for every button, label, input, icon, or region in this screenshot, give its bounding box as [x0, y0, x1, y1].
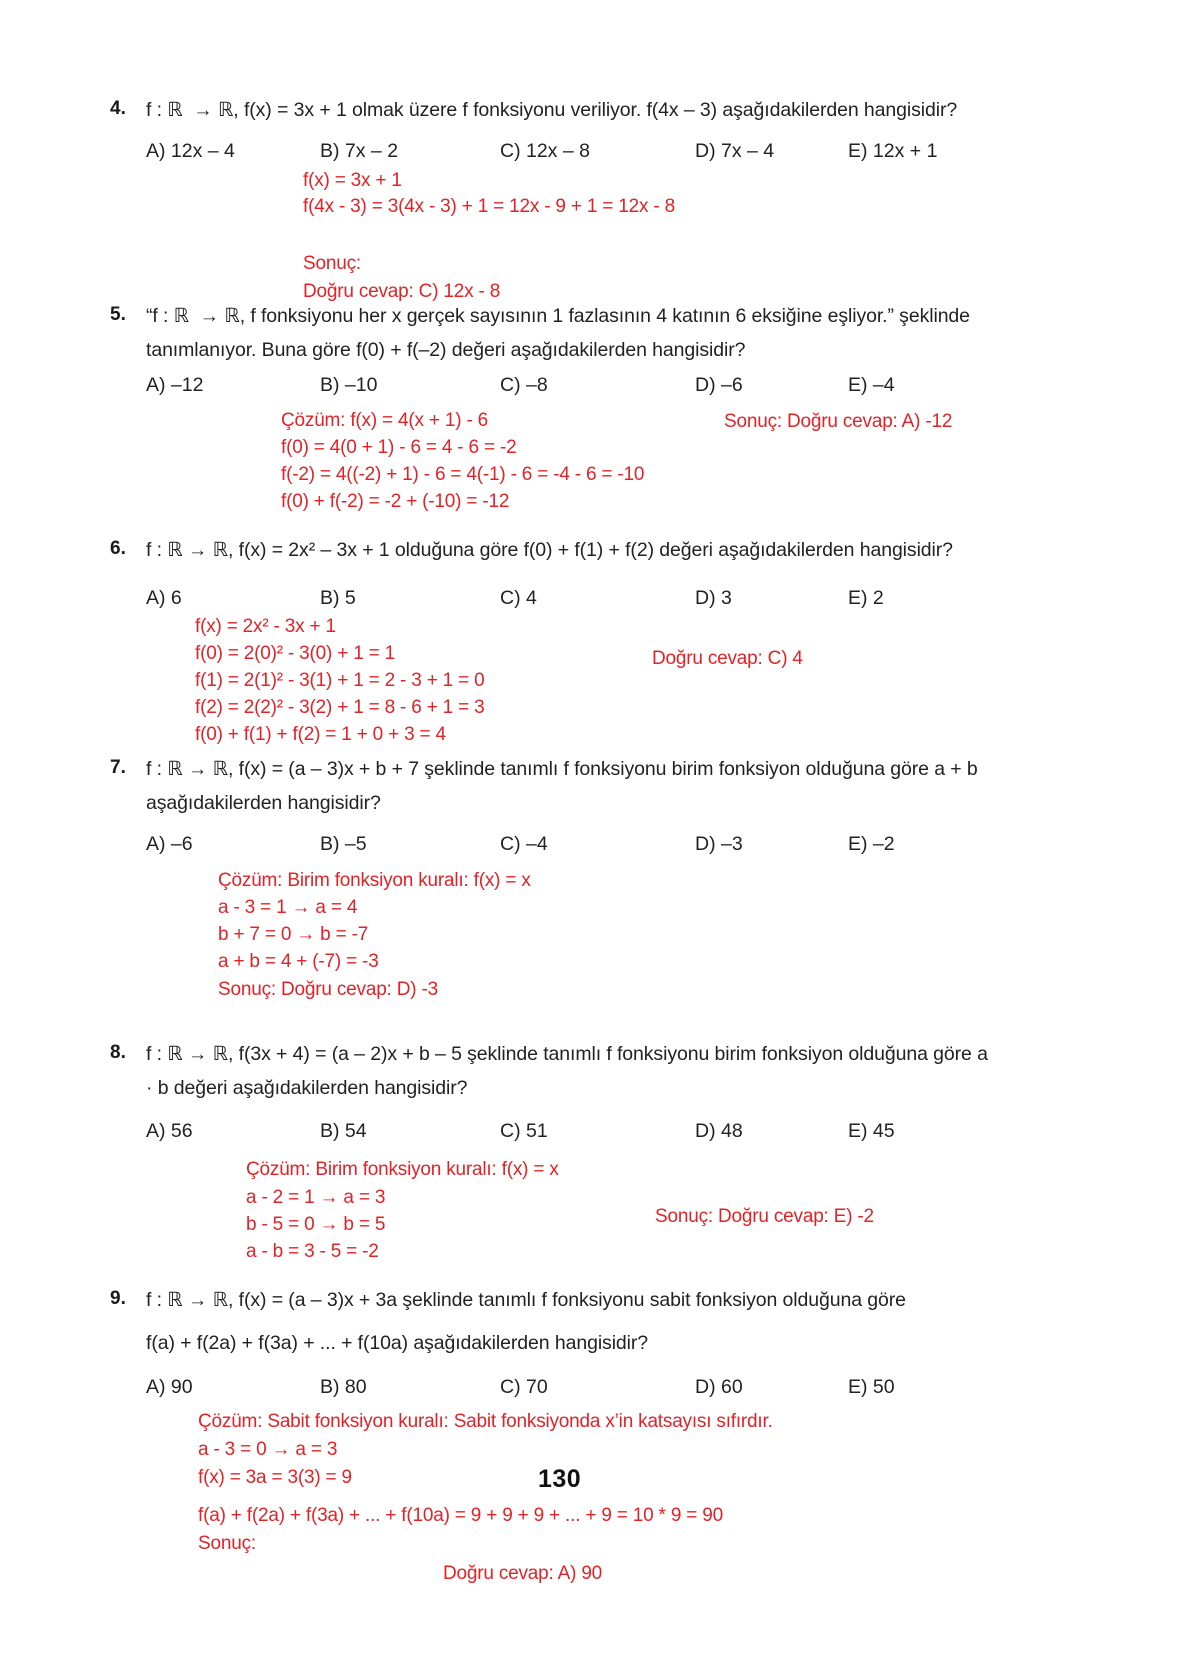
option-9-b[interactable]: B) 80 — [320, 1376, 367, 1398]
option-9-c[interactable]: C) 70 — [500, 1376, 548, 1398]
option-4-a[interactable]: A) 12x – 4 — [146, 140, 235, 162]
question-text-7-line-0: f : ℝ → ℝ, f(x) = (a – 3)x + b + 7 şeklinde tanımlı f fonksiyonu birim fonksiyon olduğuna göre a + b — [146, 758, 978, 780]
question-text-5-line-0: “f : ℝ → ℝ, f fonksiyonu her x gerçek sayısının 1 fazlasının 4 katının 6 eksiğine eşliyor.” şeklinde — [146, 305, 970, 327]
solution-4-line-1: f(4x - 3) = 3(4x - 3) + 1 = 12x - 9 + 1 = 12x - 8 — [303, 196, 675, 217]
solution-5-line-2: f(-2) = 4((-2) + 1) - 6 = 4(-1) - 6 = -4 - 6 = -10 — [281, 464, 645, 485]
option-7-a[interactable]: A) –6 — [146, 833, 193, 855]
solution-6-line-4: f(0) + f(1) + f(2) = 1 + 0 + 3 = 4 — [195, 724, 446, 745]
question-text-5-line-1: tanımlanıyor. Buna göre f(0) + f(–2) değeri aşağıdakilerden hangisidir? — [146, 339, 746, 361]
option-7-b[interactable]: B) –5 — [320, 833, 367, 855]
solution-6-line-0: f(x) = 2x² - 3x + 1 — [195, 616, 336, 637]
question-text-6-line-0: f : ℝ → ℝ, f(x) = 2x² – 3x + 1 olduğuna göre f(0) + f(1) + f(2) değeri aşağıdakilerden hangisidir? — [146, 539, 953, 561]
solution-4-line-4: Doğru cevap: C) 12x - 8 — [303, 281, 501, 302]
option-4-b[interactable]: B) 7x – 2 — [320, 140, 399, 162]
question-number-5: 5. — [110, 304, 126, 325]
solution-8-line-1: a - 2 = 1 → a = 3 — [246, 1187, 386, 1208]
option-9-d[interactable]: D) 60 — [695, 1376, 743, 1398]
option-9-a[interactable]: A) 90 — [146, 1376, 193, 1398]
solution-9-line-1: a - 3 = 0 → a = 3 — [198, 1439, 338, 1460]
solution-5-line-1: f(0) = 4(0 + 1) - 6 = 4 - 6 = -2 — [281, 437, 517, 458]
solution-8-line-0: Çözüm: Birim fonksiyon kuralı: f(x) = x — [246, 1159, 559, 1180]
option-8-c[interactable]: C) 51 — [500, 1120, 548, 1142]
question-number-4: 4. — [110, 98, 126, 119]
option-4-d[interactable]: D) 7x – 4 — [695, 140, 775, 162]
option-5-a[interactable]: A) –12 — [146, 374, 204, 396]
option-8-d[interactable]: D) 48 — [695, 1120, 743, 1142]
option-7-e[interactable]: E) –2 — [848, 833, 895, 855]
question-number-7: 7. — [110, 757, 126, 778]
question-text-7-line-1: aşağıdakilerden hangisidir? — [146, 792, 381, 814]
page-number: 130 — [538, 1465, 582, 1493]
option-8-e[interactable]: E) 45 — [848, 1120, 895, 1142]
solution-6-answer-note: Doğru cevap: C) 4 — [652, 648, 803, 669]
solution-5-line-3: f(0) + f(-2) = -2 + (-10) = -12 — [281, 491, 510, 512]
question-text-9-line-1: f(a) + f(2a) + f(3a) + ... + f(10a) aşağıdakilerden hangisidir? — [146, 1332, 649, 1354]
option-4-c[interactable]: C) 12x – 8 — [500, 140, 590, 162]
option-6-c[interactable]: C) 4 — [500, 587, 537, 609]
question-number-6: 6. — [110, 538, 126, 559]
option-7-d[interactable]: D) –3 — [695, 833, 743, 855]
option-6-d[interactable]: D) 3 — [695, 587, 732, 609]
question-text-8-line-1: · b değeri aşağıdakilerden hangisidir? — [146, 1077, 468, 1099]
solution-5-line-0: Çözüm: f(x) = 4(x + 1) - 6 — [281, 410, 489, 431]
question-number-8: 8. — [110, 1042, 126, 1063]
option-5-b[interactable]: B) –10 — [320, 374, 378, 396]
solution-5-answer-note: Sonuç: Doğru cevap: A) -12 — [724, 411, 953, 432]
solution-4-line-0: f(x) = 3x + 1 — [303, 170, 402, 191]
question-number-9: 9. — [110, 1288, 126, 1309]
solution-8-answer-note: Sonuç: Doğru cevap: E) -2 — [655, 1206, 874, 1227]
option-7-c[interactable]: C) –4 — [500, 833, 548, 855]
solution-6-line-2: f(1) = 2(1)² - 3(1) + 1 = 2 - 3 + 1 = 0 — [195, 670, 485, 691]
solution-7-line-4: Sonuç: Doğru cevap: D) -3 — [218, 979, 438, 1000]
solution-9-line-2: f(x) = 3a = 3(3) = 9 — [198, 1467, 352, 1488]
solution-8-line-2: b - 5 = 0 → b = 5 — [246, 1214, 386, 1235]
question-text-9-line-0: f : ℝ → ℝ, f(x) = (a – 3)x + 3a şeklinde tanımlı f fonksiyonu sabit fonksiyon olduğuna göre — [146, 1289, 906, 1311]
solution-9-line-3: f(a) + f(2a) + f(3a) + ... + f(10a) = 9 + 9 + 9 + ... + 9 = 10 * 9 = 90 — [198, 1505, 723, 1526]
solution-6-line-3: f(2) = 2(2)² - 3(2) + 1 = 8 - 6 + 1 = 3 — [195, 697, 485, 718]
option-9-e[interactable]: E) 50 — [848, 1376, 895, 1398]
option-5-c[interactable]: C) –8 — [500, 374, 548, 396]
solution-8-line-3: a - b = 3 - 5 = -2 — [246, 1241, 379, 1262]
solution-7-line-1: a - 3 = 1 → a = 4 — [218, 897, 358, 918]
option-8-b[interactable]: B) 54 — [320, 1120, 367, 1142]
solution-7-line-3: a + b = 4 + (-7) = -3 — [218, 951, 379, 972]
option-4-e[interactable]: E) 12x + 1 — [848, 140, 938, 162]
option-6-a[interactable]: A) 6 — [146, 587, 182, 609]
solution-6-line-1: f(0) = 2(0)² - 3(0) + 1 = 1 — [195, 643, 395, 664]
option-5-e[interactable]: E) –4 — [848, 374, 895, 396]
solution-7-line-2: b + 7 = 0 → b = -7 — [218, 924, 369, 945]
option-6-e[interactable]: E) 2 — [848, 587, 884, 609]
solution-9-answer-note: Doğru cevap: A) 90 — [443, 1563, 603, 1584]
solution-9-line-4: Sonuç: — [198, 1533, 256, 1554]
option-6-b[interactable]: B) 5 — [320, 587, 356, 609]
question-text-8-line-0: f : ℝ → ℝ, f(3x + 4) = (a – 2)x + b – 5 şeklinde tanımlı f fonksiyonu birim fonksiyon olduğuna göre a — [146, 1043, 988, 1065]
option-5-d[interactable]: D) –6 — [695, 374, 743, 396]
question-text-4-line-0: f : ℝ → ℝ, f(x) = 3x + 1 olmak üzere f fonksiyonu veriliyor. f(4x – 3) aşağıdakilerden hangisidir? — [146, 99, 958, 121]
solution-7-line-0: Çözüm: Birim fonksiyon kuralı: f(x) = x — [218, 870, 531, 891]
solution-9-line-0: Çözüm: Sabit fonksiyon kuralı: Sabit fonksiyonda x’in katsayısı sıfırdır. — [198, 1411, 773, 1432]
option-8-a[interactable]: A) 56 — [146, 1120, 193, 1142]
solution-4-line-3: Sonuç: — [303, 253, 361, 274]
